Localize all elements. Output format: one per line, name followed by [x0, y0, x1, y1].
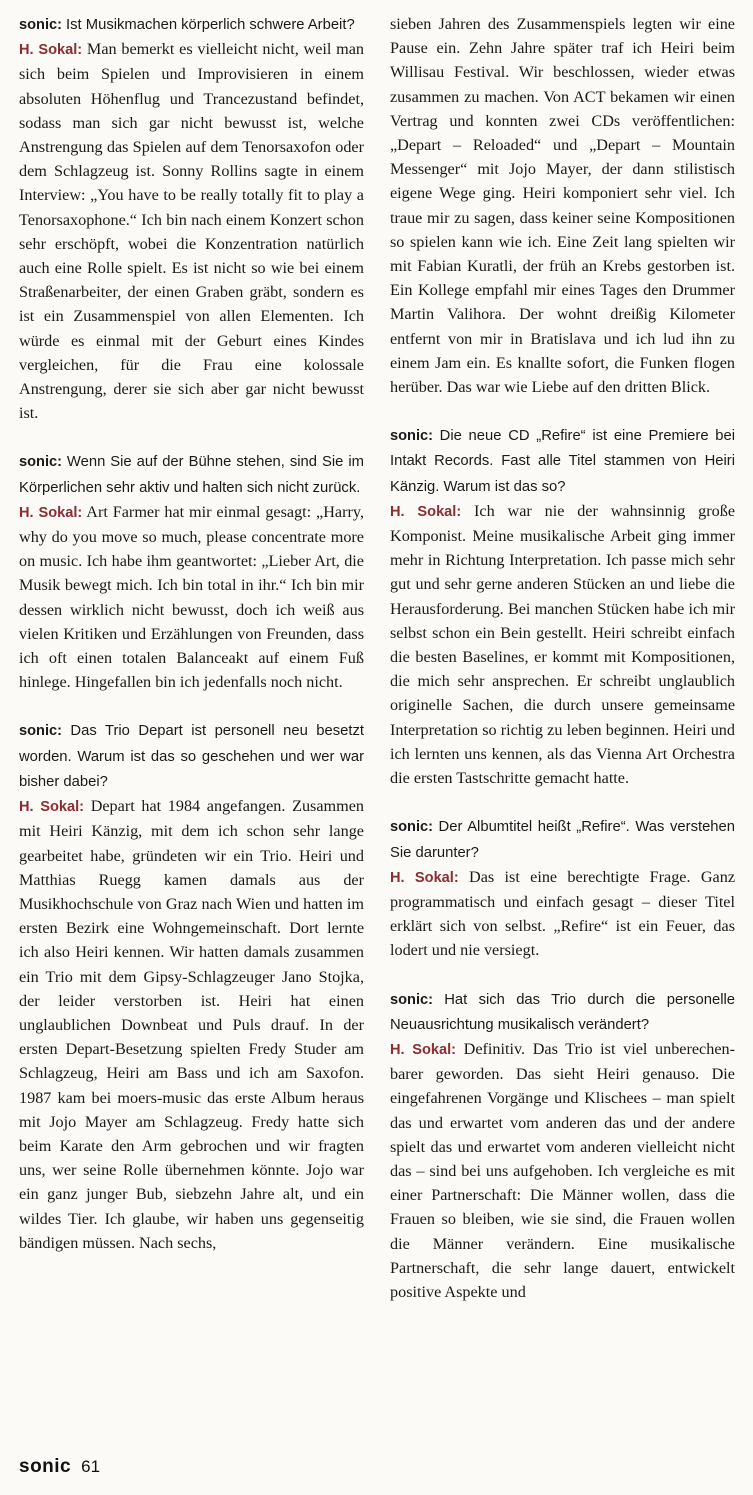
question-text: Der Albumtitel heißt „Refire“. Was verstehen Sie darunter?	[390, 819, 735, 861]
answer-continuation: sieben Jahren des Zusammenspiels legten wir eine Pause ein. Zehn Jahre später traf ich Heiri beim Willisau Festival. Wir beschlossen, wieder etwas zusammen zu machen. Von ACT bekamen wir einen Vertrag und konnten zwei CDs veröffentlichen: „Depart – Reloaded“ und „Depart – Mountain Messenger“ mit Jojo Mayer, der dann stilistisch eigene Wege ging. Heiri komponiert sehr viel. Ich traue mir zu sagen, dass keiner seine Kompositionen so spielen kann wie ich. Eine Zeit lang spielten wir mit Fabian Kuratli, der früh an Krebs gestorben ist. Ein Kollege empfahl mir eines Tages den Drummer Martin Valihora. Der wohnt dreißig Kilometer entfernt von mir in Bratislava und ich lud ihn zu einem Jam ein. Es knallte sofort, die Funken flogen herüber. Das war wie Liebe auf den dritten Blick.	[390, 15, 735, 397]
question-text: Ist Musikmachen körperlich schwere Arbeit?	[66, 17, 355, 33]
question	[390, 814, 735, 864]
answer	[19, 500, 364, 695]
answer	[19, 794, 364, 1255]
question	[19, 449, 364, 499]
interviewee-label: H. Sokal:	[19, 504, 83, 521]
interview-block	[19, 12, 364, 425]
answer-text: Das ist eine berechtigte Frage. Ganz programmatisch und einfach gesagt – dieser Titel erklärt sich von selbst. „Refire“ ist ein Feuer, das lodert und nie versiegt.	[390, 867, 736, 960]
interviewer-label: sonic:	[390, 991, 433, 1008]
interview-block	[19, 449, 364, 694]
question	[390, 987, 735, 1037]
interviewee-label: H. Sokal:	[390, 1041, 457, 1058]
interview-block	[390, 423, 735, 790]
interview-block	[390, 987, 735, 1305]
question	[19, 718, 364, 794]
interviewer-label: sonic:	[390, 819, 433, 836]
interview-block	[390, 814, 735, 962]
page-footer	[19, 1456, 100, 1478]
interviewee-label: H. Sokal:	[19, 42, 83, 59]
answer	[19, 37, 364, 425]
question-text: Wenn Sie auf der Bühne stehen, sind Sie im Körperlichen sehr aktiv und halten sich nicht zurück.	[19, 454, 364, 496]
page-number: 61	[81, 1457, 101, 1476]
right-column	[390, 12, 735, 1304]
interviewer-label: sonic:	[19, 723, 62, 740]
interviewer-label: sonic:	[19, 454, 62, 471]
question-text: Hat sich das Trio durch die personelle Neuausrichtung musikalisch verändert?	[390, 991, 735, 1033]
answer	[390, 865, 735, 963]
answer	[390, 499, 735, 790]
answer-text: Ich war nie der wahnsinnig große Komponist. Meine musikalische Arbeit ging immer mehr in Richtung Interpretation. Ich passe mich sehr gut und sehr gerne anderen Stücken an und liebe die Herausforderung. Bei manchen Stücken habe ich mir selbst schon ein Bein gestellt. Heiri schreibt einfach die besten Baselines, er kommt mit Kompositionen, die mich sehr ansprechen. Er schreibt unglaublich originelle Sachen, die durch unsere gemeinsame Interpretation so richtig zu leben beginnen. Heiri und ich lernten uns kennen, als das Vienna Art Orchestra die ersten Tastschritte gemacht hatte.	[390, 501, 736, 788]
interviewer-label: sonic:	[19, 17, 62, 33]
interview-block	[19, 718, 364, 1254]
interviewee-label: H. Sokal:	[390, 503, 462, 520]
answer	[390, 1037, 735, 1304]
question-text: Das Trio Depart ist personell neu besetzt worden. Warum ist das so geschehen und wer war bisher dabei?	[19, 723, 364, 790]
question	[19, 12, 364, 37]
interviewee-label: H. Sokal:	[19, 799, 85, 816]
question	[390, 423, 735, 499]
magazine-logo: sonic	[19, 1456, 72, 1477]
answer-text: Man bemerkt es vielleicht nicht, weil man sich beim Spielen und Improvisieren in einem absoluten Höhenflug und Trancezustand befindet, sodass man sich gar nicht bewusst ist, welche Anstrengung das Spielen auf dem Tenorsaxofon oder dem Schlagzeug ist. Sonny Rollins sagte in einem Interview: „You have to be really totally fit to play a Tenorsaxophone.“ Ich bin nach einem Konzert schon sehr erschöpft, wobei die Konzentration natürlich auch eine Rolle spielt. Es ist nicht so wie bei einem Straßenarbeiter, der einen Graben gräbt, sondern es ist ein Zusammenspiel von allen Elementen. Ich würde es einmal mit der Geburt eines Kindes vergleichen, für die Frau eine kolossale Anstrengung, derer sie sich aber gar nicht bewusst ist.	[19, 40, 365, 423]
answer-text: Art Farmer hat mir einmal gesagt: „Harry, why do you move so much, please concentrate more on music. Ich habe ihm geantwortet: „Lieber Art, die Musik bewegt mich. Ich bin total in ihr.“ Ich bin mir dessen wirklich nicht bewusst, doch ich weiß aus vielen Kritiken und Erzählungen von Freunden, dass ich oft einen totalen Balanceakt auf einem Fuß hinlege. Hingefallen bin ich jedenfalls noch nicht.	[19, 502, 364, 692]
answer-continuation-block	[390, 12, 735, 399]
interviewee-label: H. Sokal:	[390, 869, 459, 886]
question-text: Die neue CD „Refire“ ist eine Premiere bei Intakt Records. Fast alle Titel stammen von Heiri Känzig. Warum ist das so?	[390, 428, 736, 495]
interviewer-label: sonic:	[390, 428, 433, 445]
answer-text: Definitiv. Das Trio ist viel unberechenbarer geworden. Das sieht Heiri genauso. Die eingefahrenen Vorgänge und Klischees – man spielt das und erwartet vom anderen das und der andere spielt das und erwartet vom anderen vielleicht nicht das – sind bei uns aufgehoben. Ich vergleiche es mit einer Partnerschaft: Die Männer wollen, dass die Frauen so bleiben, wie sie sind, die Frauen wollen die Männer verändern. Eine musikalische Partnerschaft, die sehr lange dauert, entwickelt positive Aspekte und	[390, 1039, 735, 1301]
left-column	[19, 12, 364, 1255]
answer-text: Depart hat 1984 angefangen. Zusammen mit Heiri Känzig, mit dem ich schon sehr lange gearbeitet habe, gründeten wir ein Trio. Heiri und Matthias Ruegg kamen damals aus der Musikhochschule von Graz nach Wien und hatten im ersten Bezirk eine Wohngemeinschaft. Dort lernte ich also Heiri kennen. Wir hatten damals zusammen ein Trio mit dem Gipsy-Schlagzeuger Jano Stojka, der leider verstorben ist. Heiri hat einen unglaublichen Downbeat und Puls drauf. In der ersten Depart-Besetzung spielten Fredy Studer am Schlagzeug, Heiri am Bass und ich am Saxofon. 1987 kam bei moers-music das erste Album heraus mit Jojo Mayer am Schlagzeug. Fredy hatte sich beim Karate den Arm gebrochen und wir fragten uns, wer seine Rolle übernehmen könnte. Jojo war ein ganz junger Bub, siebzehn Jahre alt, und ein wildes Tier. Ich glaube, wir haben uns gegenseitig bändigen müssen. Nach sechs,	[19, 797, 365, 1252]
